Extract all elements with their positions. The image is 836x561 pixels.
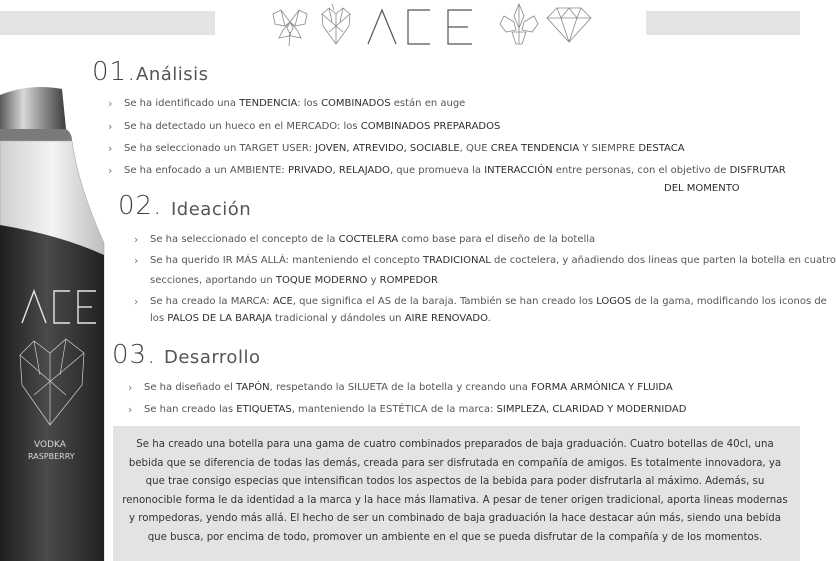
section-number: 02. (118, 191, 163, 221)
chevron-right-icon: › (108, 142, 113, 155)
header-bar-right (646, 11, 800, 35)
highlight-text: ACE (272, 296, 293, 307)
highlight-text: PALOS DE LA BARAJA (167, 313, 272, 324)
highlight-text: DEL MOMENTO (664, 183, 740, 194)
bullet-item: › Se ha seleccionado un TARGET USER: JOVEN, ATREVIDO, SOCIABLE, QUE CREA TENDENCIA Y SIEMPRE DESTACA (124, 139, 685, 158)
highlight-text: PRIVADO, RELAJADO (287, 165, 390, 176)
bottle-label-vodka: VODKA (34, 440, 66, 450)
chevron-right-icon: › (128, 381, 133, 394)
highlight-text: AIRE RENOVADO (404, 313, 488, 324)
fleur-de-lis-icon (496, 2, 542, 48)
section-number: 01. (92, 57, 137, 87)
highlight-text: TAPÓN (236, 382, 270, 393)
bullet-item: › Se ha enfocado a un AMBIENTE: PRIVADO, RELAJADO, que promueva la INTERACCIÓN entre personas, con el objetivo de DISFRUTAR (124, 161, 786, 180)
section-title: Desarrollo (164, 347, 261, 368)
highlight-text: DESTACA (638, 143, 685, 154)
highlight-text: ETIQUETAS (236, 404, 292, 415)
bullet-item: › Se ha detectado un hueco en el MERCADO: los COMBINADOS PREPARADOS (124, 117, 500, 136)
section-title: Ideación (171, 199, 252, 220)
highlight-text: LOGOS (596, 296, 632, 307)
chevron-right-icon: › (108, 164, 113, 177)
highlight-text: DISFRUTAR (729, 165, 786, 176)
chevron-right-icon: › (134, 233, 139, 246)
chevron-right-icon: › (108, 97, 113, 110)
chevron-right-icon: › (128, 403, 133, 416)
clover-icon (265, 2, 315, 48)
bullet-item: › Se ha creado la MARCA: ACE, que significa el AS de la baraja. También se han creado los LOGOS de la gama, modificando los iconos de (150, 292, 827, 311)
diamond-icon (543, 2, 595, 48)
highlight-text: TOQUE MODERNO (275, 275, 368, 286)
highlight-text: INTERACCIÓN (484, 165, 553, 176)
bottle-label-raspberry: RASPBERRY (28, 452, 75, 461)
bullet-item: › Se ha seleccionado el concepto de la COCTELERA como base para el diseño de la botella (150, 230, 595, 249)
highlight-text: CREA TENDENCIA (490, 143, 580, 154)
highlight-text: COMBINADOS (321, 98, 391, 109)
summary-text: Se ha creado una botella para una gama de cuatro combinados preparados de baja graduación. Cuatro botellas de 40cl, una bebida que se diferencia de todas las demás, creada para ser disfrutada en compañía de amigos. Es totalmente innovadora, ya que trae consigo especias que intensifican todos los aspectos de la bebida para poder disfrutarla al máximo. Además, su renonocible forma le da identidad a la marca y la hace más llamativa. A pesar de tener origen tradicional, aporta lineas modernas y rompedoras, yendo más allá. El hecho de ser un combinado de baja graduación la hace destacar aún más, siendo una bebida que busca, por encima de todo, promover un ambiente en el que se pueda disfrutar de la compañía y de los momentos. (122, 439, 788, 543)
bullet-item (664, 179, 740, 198)
highlight-text: TENDENCIA (239, 98, 298, 109)
bullet-item: › Se ha identificado una TENDENCIA: los COMBINADOS están en auge (124, 94, 465, 113)
heart-icon (318, 2, 354, 48)
section-title: Análisis (136, 64, 209, 85)
highlight-text: JOVEN, ATREVIDO, SOCIABLE (315, 143, 460, 154)
bullet-item: › Se ha querido IR MÁS ALLÁ: manteniendo el concepto TRADICIONAL de coctelera, y añadiendo dos lineas que parten la botella en cuatro (150, 251, 836, 270)
highlight-text: FORMA ARMÓNICA Y FLUIDA (531, 382, 673, 393)
bullet-item: los PALOS DE LA BARAJA tradicional y dándoles un AIRE RENOVADO. (150, 313, 491, 324)
bullet-item: secciones, aportando un TOQUE MODERNO y ROMPEDOR (150, 275, 438, 286)
highlight-text: TRADICIONAL (423, 255, 491, 266)
ace-logo (364, 4, 476, 48)
highlight-text: COCTELERA (338, 234, 399, 245)
header-bar-left (0, 11, 215, 35)
highlight-text: COMBINADOS PREPARADOS (360, 121, 501, 132)
chevron-right-icon: › (134, 254, 139, 267)
section-number: 03. (112, 340, 157, 370)
highlight-text: SIMPLEZA, CLARIDAD Y MODERNIDAD (496, 404, 687, 415)
highlight-text: ROMPEDOR (379, 275, 438, 286)
shaker-bottle-image (0, 85, 113, 561)
bullet-item: › Se han creado las ETIQUETAS, manteniendo la ESTÉTICA de la marca: SIMPLEZA, CLARIDAD Y MODERNIDAD (144, 400, 686, 419)
bullet-item: › Se ha diseñado el TAPÓN, respetando la SILUETA de la botella y creando una FORMA ARMÓNICA Y FLUIDA (144, 378, 673, 397)
chevron-right-icon: › (108, 120, 113, 133)
chevron-right-icon: › (134, 295, 139, 308)
